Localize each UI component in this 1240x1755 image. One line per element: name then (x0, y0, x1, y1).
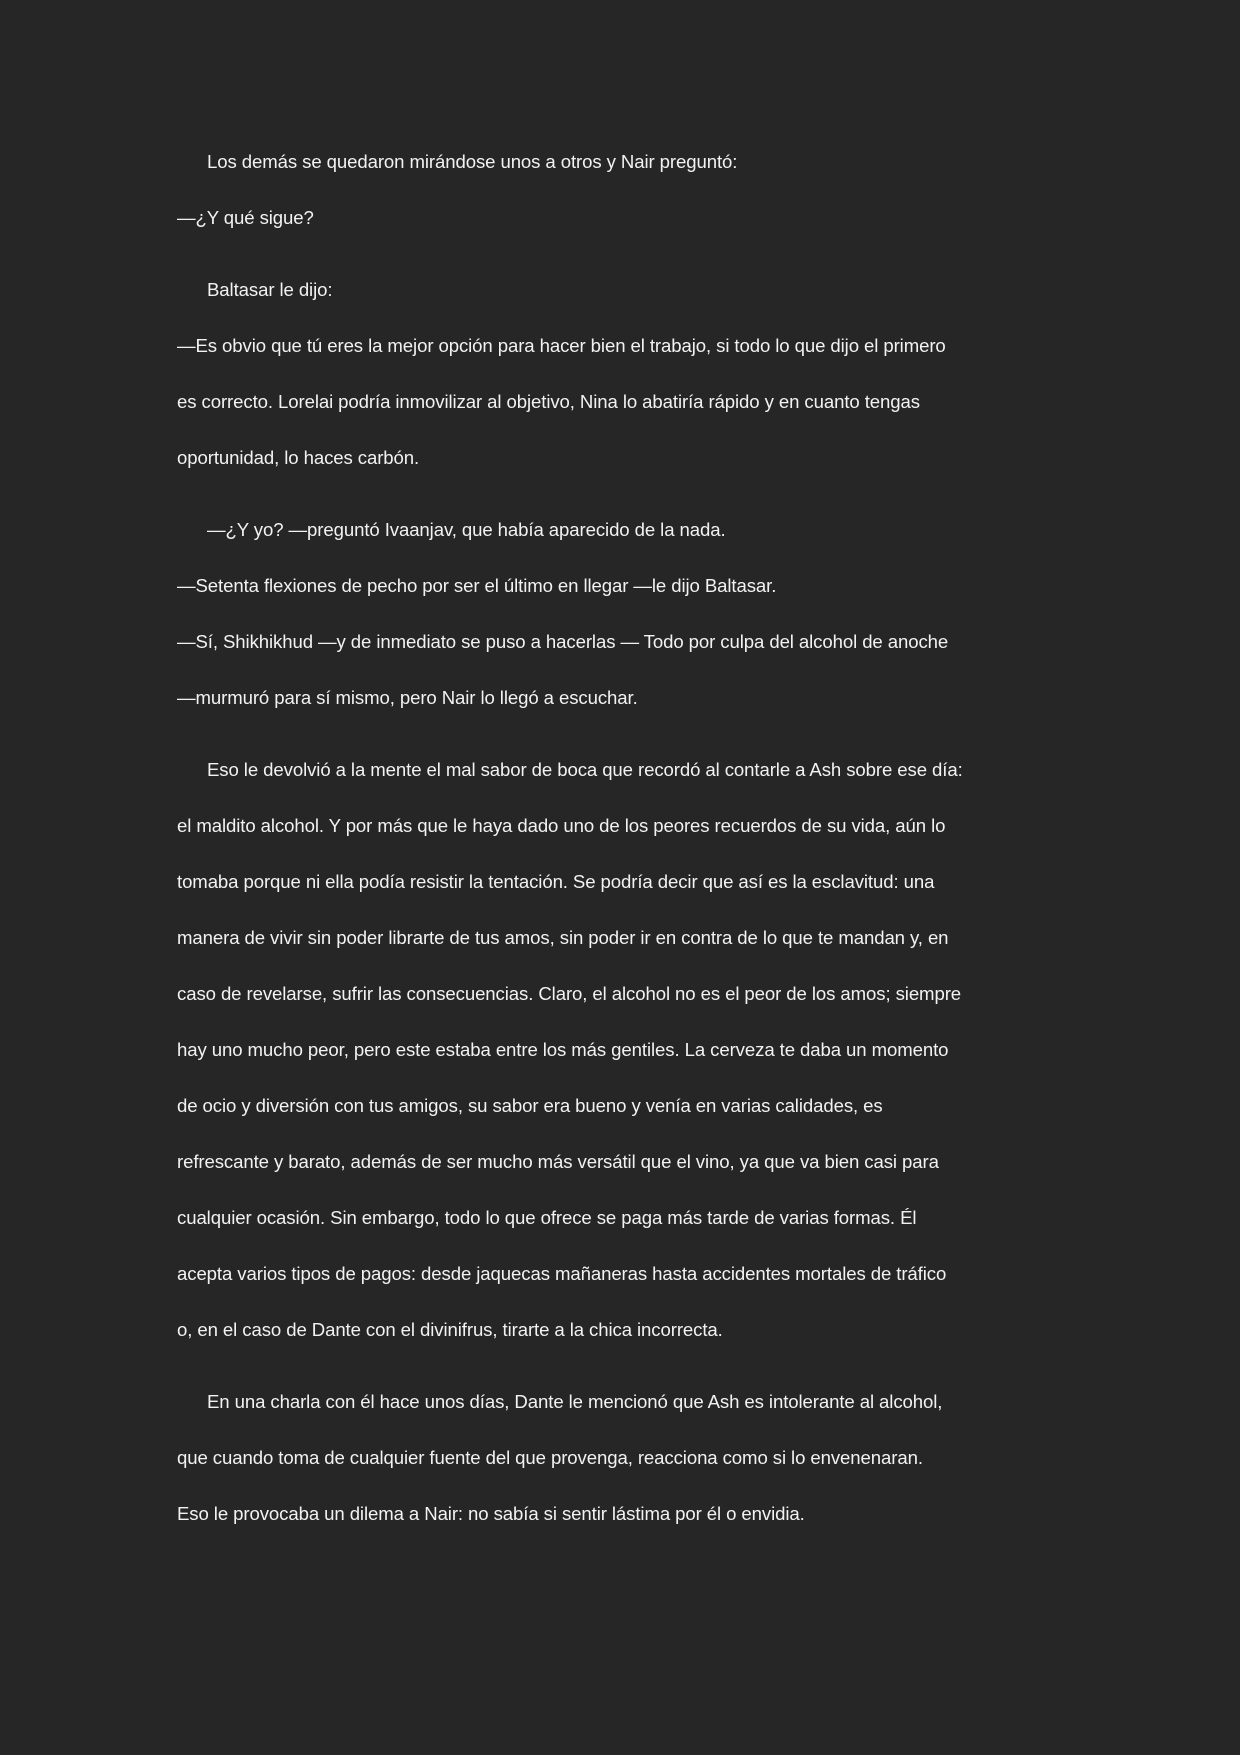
dialogue-line (177, 318, 1077, 486)
paragraph (177, 1374, 1077, 1542)
text-line: Eso le provocaba un dilema a Nair: no sabía si sentir lástima por él o envidia. (177, 1503, 805, 1524)
text-line: —murmuró para sí mismo, pero Nair lo llegó a escuchar. (177, 687, 638, 708)
text-line: hay uno mucho peor, pero este estaba entre los más gentiles. La cerveza te daba un momento (177, 1039, 949, 1060)
dialogue-line (177, 558, 1077, 614)
text-line: Los demás se quedaron mirándose unos a otros y Nair preguntó: (207, 151, 738, 172)
text-line: o, en el caso de Dante con el divinifrus, tirarte a la chica incorrecta. (177, 1319, 723, 1340)
text-line: refrescante y barato, además de ser mucho más versátil que el vino, ya que va bien casi para (177, 1151, 939, 1172)
text-line: —¿Y qué sigue? (177, 207, 314, 228)
text-line: que cuando toma de cualquier fuente del que provenga, reacciona como si lo envenenaran. (177, 1447, 923, 1468)
text-line: Baltasar le dijo: (207, 279, 333, 300)
text-line: —Es obvio que tú eres la mejor opción para hacer bien el trabajo, si todo lo que dijo el primero (177, 335, 946, 356)
paragraph (177, 502, 1077, 558)
paragraph (177, 262, 1077, 318)
text-line: tomaba porque ni ella podía resistir la tentación. Se podría decir que así es la esclavitud: una (177, 871, 935, 892)
text-line: es correcto. Lorelai podría inmovilizar al objetivo, Nina lo abatiría rápido y en cuanto tengas (177, 391, 920, 412)
text-line: cualquier ocasión. Sin embargo, todo lo que ofrece se paga más tarde de varias formas. Él (177, 1207, 917, 1228)
text-line: manera de vivir sin poder librarte de tus amos, sin poder ir en contra de lo que te mandan y, en (177, 927, 949, 948)
dialogue-line (177, 190, 1077, 246)
text-line: En una charla con él hace unos días, Dante le mencionó que Ash es intolerante al alcohol, (207, 1391, 943, 1412)
text-line: acepta varios tipos de pagos: desde jaquecas mañaneras hasta accidentes mortales de tráfico (177, 1263, 947, 1284)
text-line: de ocio y diversión con tus amigos, su sabor era bueno y venía en varias calidades, es (177, 1095, 883, 1116)
text-line: Eso le devolvió a la mente el mal sabor de boca que recordó al contarle a Ash sobre ese día: (207, 759, 963, 780)
paragraph (177, 742, 1077, 1358)
dialogue-line (177, 614, 1077, 726)
text-line: —Sí, Shikhikhud —y de inmediato se puso a hacerlas — Todo por culpa del alcohol de anoche (177, 631, 949, 652)
text-line: caso de revelarse, sufrir las consecuencias. Claro, el alcohol no es el peor de los amos; siempre (177, 983, 962, 1004)
document-page (177, 134, 1077, 1542)
text-line: —Setenta flexiones de pecho por ser el último en llegar —le dijo Baltasar. (177, 575, 777, 596)
text-line: —¿Y yo? —preguntó Ivaanjav, que había aparecido de la nada. (207, 519, 726, 540)
text-line: el maldito alcohol. Y por más que le haya dado uno de los peores recuerdos de su vida, aún lo (177, 815, 946, 836)
text-line: oportunidad, lo haces carbón. (177, 447, 420, 468)
paragraph (177, 134, 1077, 190)
